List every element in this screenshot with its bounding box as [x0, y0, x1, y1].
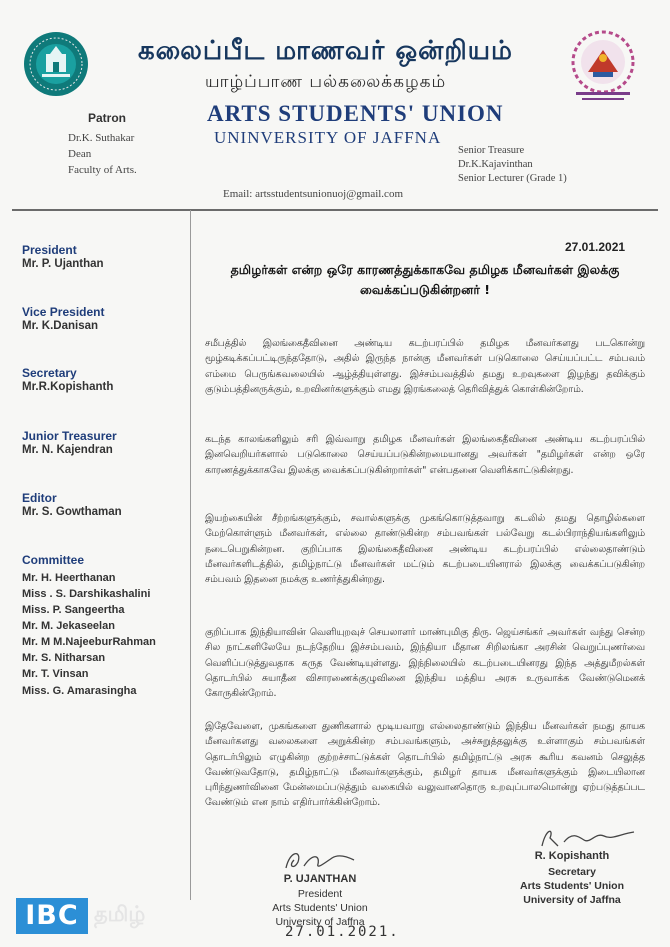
- president-sign-name: P. UJANTHAN: [283, 873, 357, 885]
- header-divider: [12, 209, 658, 211]
- secretary-sign-university: University of Jaffna: [523, 894, 621, 906]
- role-secretary: Secretary: [22, 366, 77, 380]
- patron-name: Dr.K. Suthakar: [68, 132, 135, 144]
- role-vice-president: Vice President: [22, 305, 105, 319]
- treasurer-heading: Senior Treasure: [458, 145, 525, 156]
- president-sign-university: University of Jaffna: [275, 916, 365, 928]
- committee-member: Mr. M M.NajeeburRahman: [22, 636, 156, 648]
- union-logo-left: [22, 30, 90, 98]
- committee-member: Mr. H. Heerthanan: [22, 572, 116, 584]
- sidebar-divider: [190, 210, 191, 900]
- union-title-english: ARTS STUDENTS' UNION: [207, 101, 504, 126]
- committee-member: Miss . S. Darshikashalini: [22, 588, 151, 600]
- committee-member: Mr. S. Nitharsan: [22, 652, 106, 664]
- patron-title: Dean: [68, 148, 92, 160]
- letter-paragraph: கடந்த காலங்களிலும் சரி இவ்வாறு தமிழக மீனவர்கள் இலங்கைதீவினை அண்டிய கடற்பரப்பில் இனவெறியர்களால் படுகொலை செய்யப்படுகின்றமையானது அவர்கள் "தமிழர்கள் என்ற ஒரே காரணத்துக்காகவே இலக்கு வைக்கப்படுகின்றார்கள்" என்பதனை வெளிக்காட்டுகின்றது.: [205, 434, 645, 476]
- treasurer-title: Senior Lecturer (Grade 1): [458, 173, 567, 184]
- patron-heading: Patron: [88, 111, 127, 125]
- president-sign-org: Arts Students' Union: [272, 902, 368, 914]
- name-vice-president: Mr. K.Danisan: [22, 320, 99, 332]
- name-editor: Mr. S. Gowthaman: [22, 506, 122, 518]
- university-name-english: UNINVERSITY OF JAFFNA: [214, 128, 442, 147]
- ibc-tamil-wordmark: தமிழ்: [94, 902, 146, 926]
- letter-paragraph: இதேவேளை, முகங்களை துணிகளால் மூடியவாறு எல்லைதாண்டும் இந்திய மீனவர்கள் நமது தாயக மீனவர்களது வலைகளை அறுக்கின்ற சம்பவங்களும், அச்சுறுத்தலுக்கு உள்ளாகும் சம்பவங்கள் தொடர்பிலும் எழுகின்ற குற்றச்சாட்டுக்கள் தொடர்பில் தமிழ்நாட்டு அரசு கூரிய கவனம் செலுத்த வேண்டுவதோடு, தமிழ்நாட்டு மீனவர்களுக்கும், தமிழர் தாயக மீனவர்களுக்கும் இடையிலான புரிந்துணர்வினை மேன்மைப்படுத்தும் வகையில் வலுவானதொரு உறவுப்பாலமொன்று ஏற்படுத்தப்பட வேண்டும் என நாம் எதிர்பார்க்கின்றோம்.: [205, 721, 645, 809]
- role-president: President: [22, 243, 77, 257]
- secretary-signature: [538, 826, 638, 852]
- letter-paragraph: குறிப்பாக இந்தியாவின் வெளியுறவுச் செயலாளர் மாண்புமிகு திரு. ஜெய்சங்கர் அவர்கள் வந்து சென்ற சில நாட்களிலேயே நடந்தேறிய இச்சம்பவம், இந்தியா மீதான சிறிலங்கா அரசின் வெறுப்புணர்வை வெளிப்படுத்துவதாக கருத வேண்டியுள்ளது. இந்நிலையில் கடற்படையினரது இந்த அத்துமீறல்கள் தொடர்பில் சுயாதீன விசாரணைக்குழுவினை இந்திய மத்திய அரசு உருவாக்க வேண்டுமெனக் கோருகின்றோம்.: [205, 627, 645, 700]
- secretary-sign-org: Arts Students' Union: [520, 880, 624, 892]
- secretary-sign-role: Secretary: [548, 866, 596, 878]
- name-junior-treasurer: Mr. N. Kajendran: [22, 444, 113, 456]
- president-sign-role: President: [297, 888, 343, 900]
- committee-member: Mr. T. Vinsan: [22, 668, 89, 680]
- name-president: Mr. P. Ujanthan: [22, 258, 104, 270]
- name-secretary: Mr.R.Kopishanth: [22, 381, 114, 393]
- president-signature: [280, 846, 360, 876]
- committee-heading: Committee: [22, 553, 85, 567]
- role-editor: Editor: [22, 491, 57, 505]
- committee-member: Miss. P. Sangeertha: [22, 604, 125, 616]
- email-address: Email: artsstudentsunionuoj@gmail.com: [223, 188, 403, 200]
- treasurer-name: Dr.K.Kajavinthan: [458, 159, 533, 170]
- letter-paragraph: இயற்கையின் சீற்றங்களுக்கும், சவால்களுக்கு முகங்கொடுத்தவாறு கடலில் தமது தொழில்களை மேற்கொள்ளும் மீனவர்கள், எல்லை தாண்டுகின்ற சம்பவங்கள் பல்வேறு கடல்பிராந்தியங்களிலும் நடைபெறுகின்றன. குறிப்பாக இலங்கைதீவினை அண்டிய கடற்பரப்பில் எல்லைதாண்டும் மீனவர்களிடத்தில், தமிழ்நாட்டு மீனவர்கள் மட்டும் கடற்படையினரால் இலக்கு வைக்கப்படுகின்ற சம்பவம் இதனை நமக்கு உணர்த்துகின்றது.: [205, 513, 645, 586]
- committee-member: Mr. M. Jekaseelan: [22, 620, 115, 632]
- patron-faculty: Faculty of Arts.: [68, 164, 137, 176]
- handwritten-date: 27.01.2021.: [285, 924, 400, 940]
- committee-member: Miss. G. Amarasingha: [22, 685, 137, 697]
- secretary-sign-name: R. Kopishanth: [534, 850, 610, 862]
- letter-paragraph: சமீபத்தில் இலங்கைதீவினை அண்டிய கடற்பரப்பில் தமிழக மீனவர்களது படகொன்று மூழ்கடிக்கப்பட்டிருந்ததோடு, அதில் இருந்த நான்கு மீனவர்கள் படுகொலை செய்யப்பட்ட சம்பவம் எம்மை பெருங்கவலையில் ஆழ்த்தியுள்ளது. இச்சம்பவத்தில் தமது உறவுகளை இழந்து தவிக்கும் குடும்பத்தினருக்கும், உறவினர்களுக்கும் எமது இரங்கலைத் தெரிவித்துக் கொள்கின்றோம்.: [205, 338, 645, 395]
- university-name-tamil: யாழ்ப்பாண பல்கலைக்கழகம்: [205, 72, 447, 92]
- ibc-logo: IBC: [16, 898, 88, 934]
- role-junior-treasurer: Junior Treasurer: [22, 429, 117, 443]
- letter-headline: தமிழர்கள் என்ற ஒரே காரணத்துக்காகவே தமிழக மீனவர்கள் இலக்கு வைக்கப்படுகின்றனர் !: [230, 262, 620, 297]
- union-title-tamil: கலைப்பீட மாணவர் ஒன்றியம்: [138, 36, 513, 66]
- university-logo-right: [568, 28, 638, 106]
- letter-date: 27.01.2021: [565, 240, 626, 254]
